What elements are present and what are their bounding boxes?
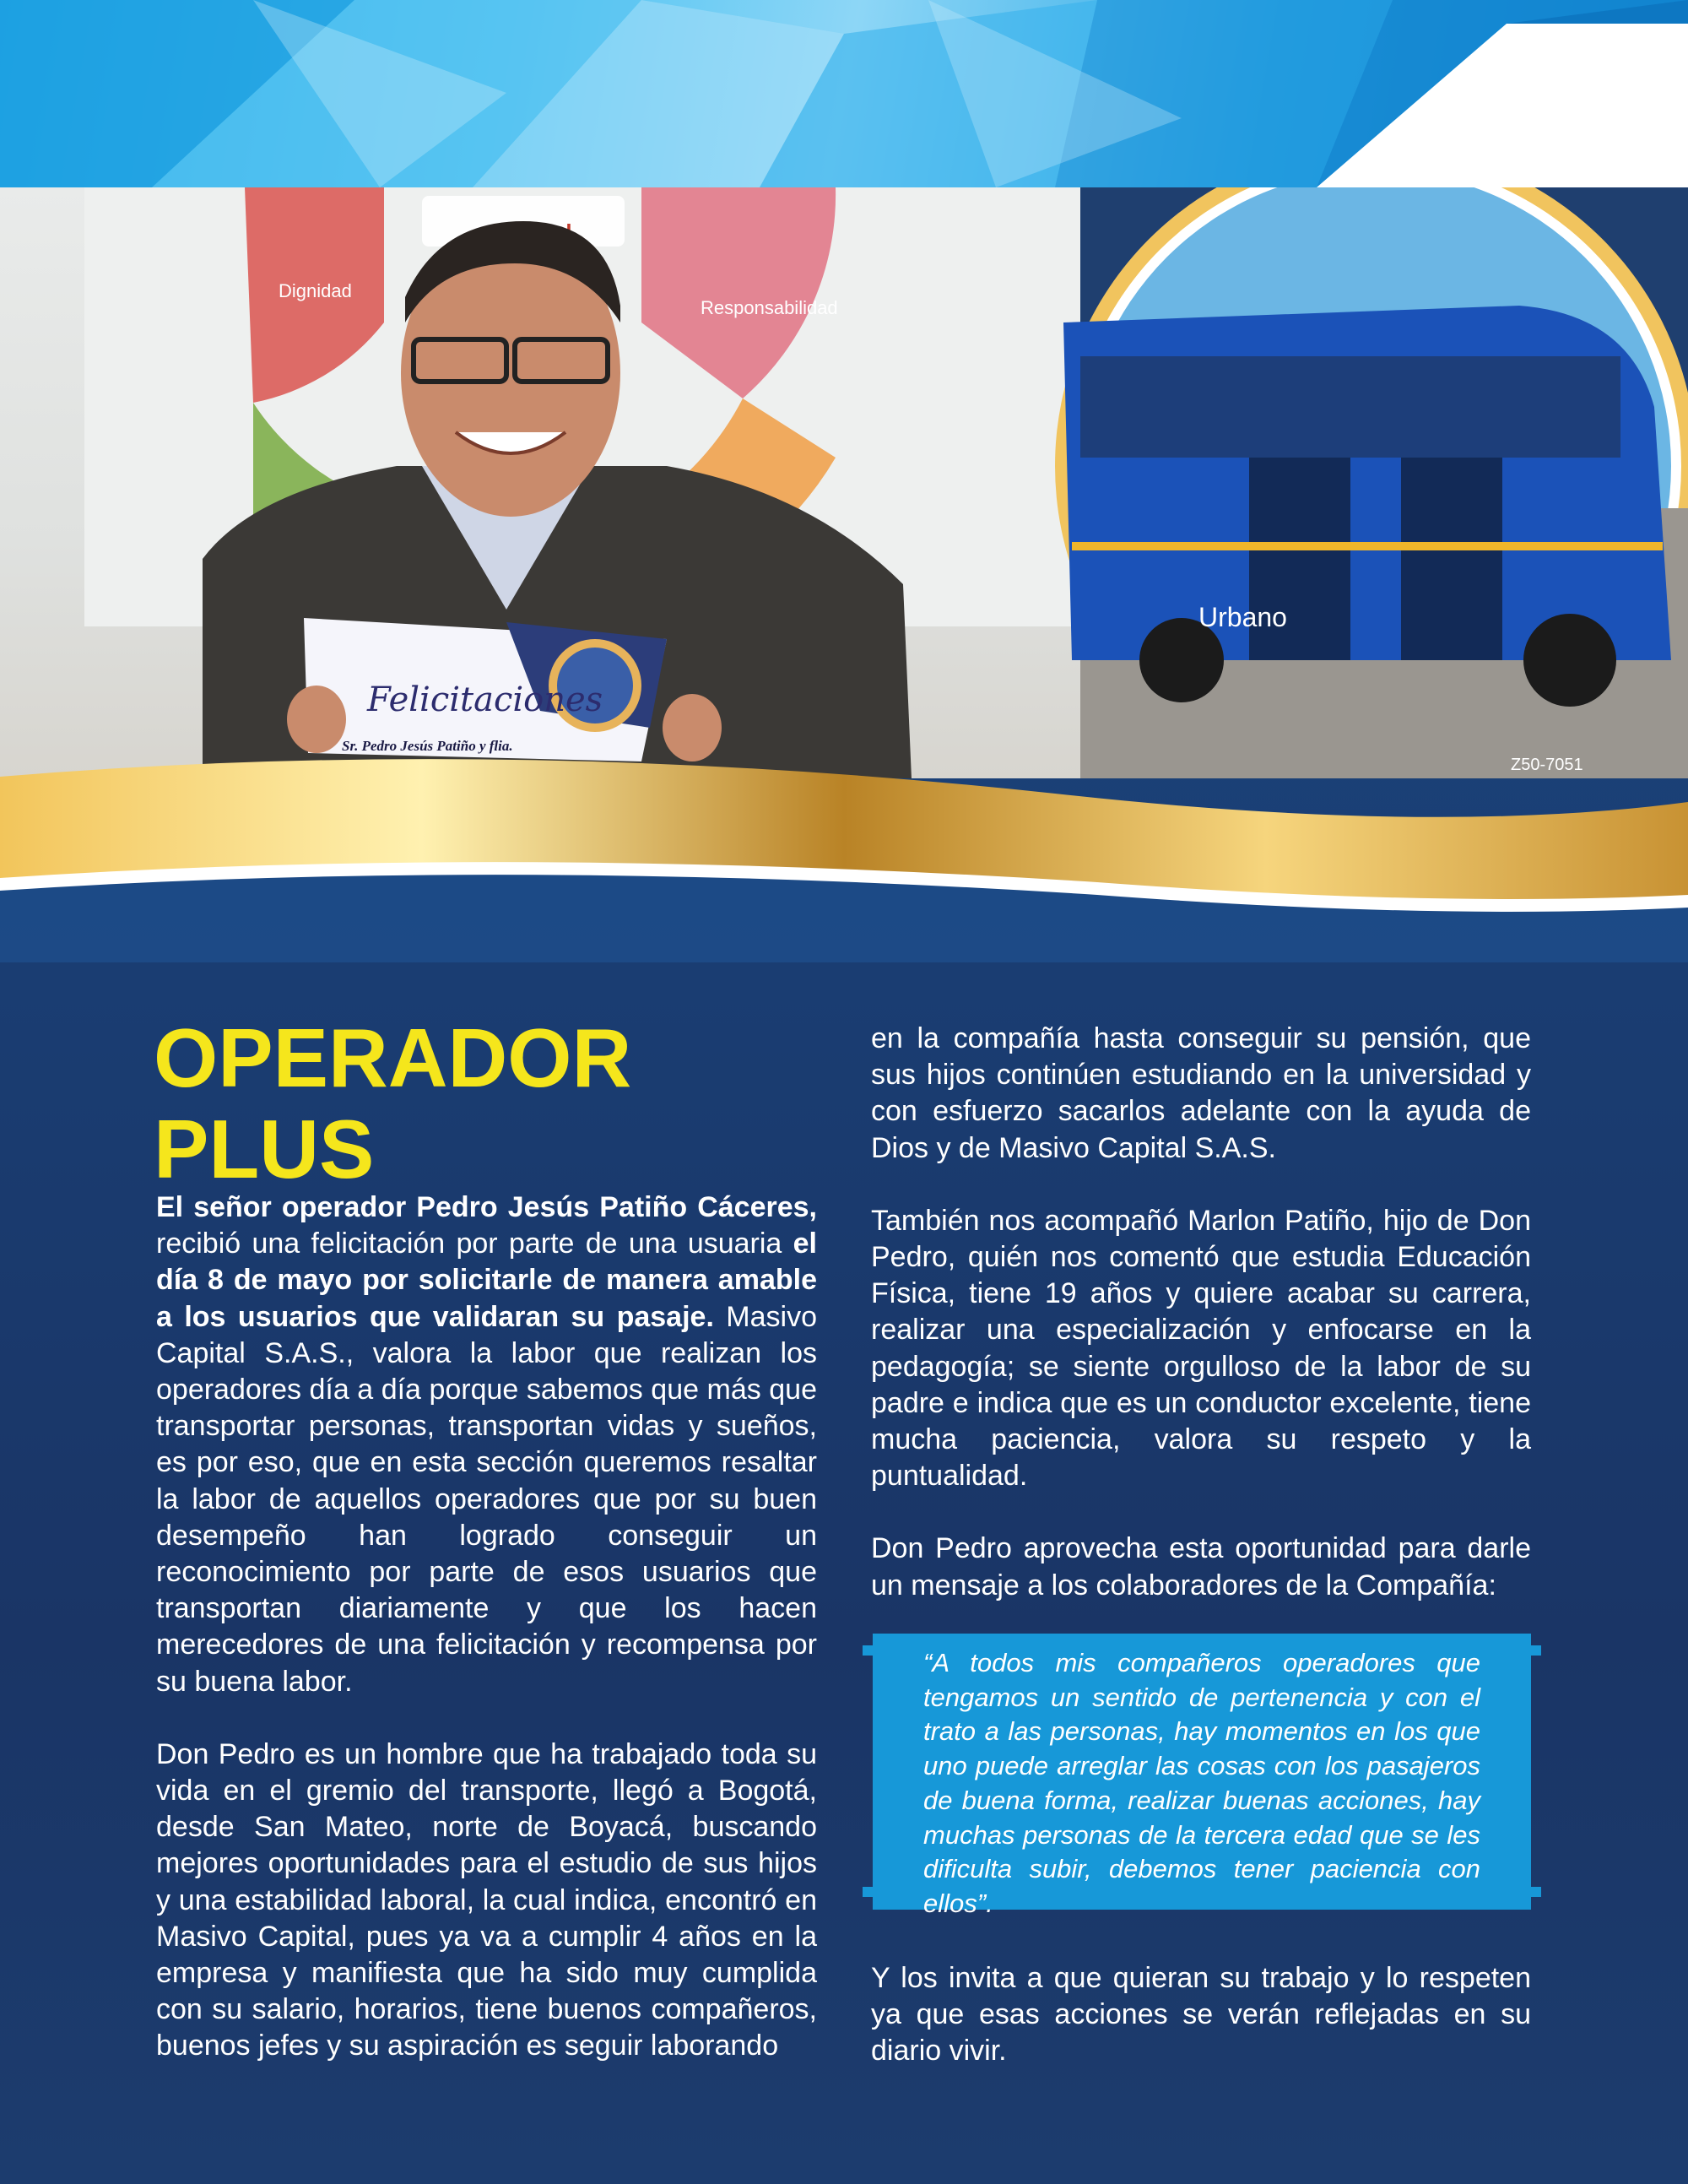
bus-plate: Z50-7051 bbox=[1511, 756, 1583, 774]
certificate-title: Felicitaciones bbox=[367, 680, 603, 719]
quote-corner-deco bbox=[1531, 1887, 1541, 1897]
quote-text: “A todos mis compañeros operadores que tengamos un sentido de pertenencia y con el trato a las personas, hay momentos en los que uno puede arreglar las cosas con los pasajeros de buena forma, realizar buenas acciones, hay muchas personas de la tercera edad que se les dificulta subir, debemos tener paciencia con ellos”. bbox=[923, 1648, 1480, 1918]
right-column bbox=[871, 1021, 1531, 1640]
page-title: OPERADOR PLUS bbox=[154, 1011, 632, 1195]
intro-bold-b: el día 8 de mayo por solicitarle de manera amable a los usuarios que validaran su pasaje. bbox=[156, 1227, 817, 1333]
bus-photo bbox=[1055, 187, 1688, 778]
paragraph-background: Don Pedro es un hombre que ha trabajado toda su vida en el gremio del transporte, llegó a Bogotá, desde San Mateo, norte de Boyacá, buscando mejores oportunidades para el estudio de sus hijos y una estabilidad laboral, la cual indica, encontró en Masivo Capital, pues ya va a cumplir 4 años en la empresa y manifiesta que ha sido muy cumplida con su salario, horarios, tiene buenos compañeros, buenos jefes y su aspiración es seguir laborando bbox=[156, 1737, 817, 2062]
paragraph-son: También nos acompañó Marlon Patiño, hijo de Don Pedro, quién nos comentó que estudia Educación Física, tiene 19 años y quiere acabar su carrera, realizar una especialización y enfocarse en la pedagogía; se siente orgulloso de la labor de su padre e indica que es un conductor excelente, tiene mucha paciencia, valora su respeto y la puntualidad. bbox=[871, 1204, 1531, 1493]
quote-box bbox=[873, 1634, 1531, 1918]
bus-label: Urbano bbox=[1198, 602, 1287, 632]
svg-text:Dignidad: Dignidad bbox=[279, 280, 352, 301]
svg-text:Responsabilidad: Responsabilidad bbox=[701, 297, 838, 318]
gold-ribbon bbox=[0, 743, 1688, 962]
top-decorative-band bbox=[0, 0, 1688, 187]
intro-text-a: recibió una felicitación por parte de una usuaria bbox=[156, 1227, 793, 1260]
paragraph-intro bbox=[156, 1190, 817, 1700]
quote-corner-deco bbox=[863, 1645, 873, 1656]
paragraph-message-intro: Don Pedro aprovecha esta oportunidad para darle un mensaje a los colaboradores de la Compañía: bbox=[871, 1532, 1531, 1601]
paragraph-continuation: en la compañía hasta conseguir su pensión, que sus hijos continúen estudiando en la universidad y con esfuerzo sacarlos adelante con la ayuda de Dios y de Masivo Capital S.A.S. bbox=[871, 1022, 1531, 1164]
certificate-name: Sr. Pedro Jesús Patiño y flia. bbox=[342, 738, 513, 754]
intro-bold-a: El señor operador Pedro Jesús Patiño Cáceres, bbox=[156, 1191, 817, 1223]
quote-corner-deco bbox=[1531, 1645, 1541, 1656]
intro-text-b: Masivo Capital S.A.S., valora la labor que realizan los operadores día a día porque sabemos que más que transportar personas, transportan vidas y sueños, es por eso, que en esta sección queremos resaltar la labor de aquellos operadores que por su buen desempeño han logrado conseguir un reconocimiento por parte de esos usuarios que transportan diariamente y que los hacen merecedores de una felicitación y recompensa por su buena labor. bbox=[156, 1300, 817, 1698]
left-column bbox=[156, 1190, 817, 2101]
feature-photo bbox=[0, 187, 1688, 778]
closing-paragraph: Y los invita a que quieran su trabajo y lo respeten ya que esas acciones se verán reflejadas en su diario vivir. bbox=[871, 1962, 1531, 2067]
quote-corner-deco bbox=[863, 1887, 873, 1897]
